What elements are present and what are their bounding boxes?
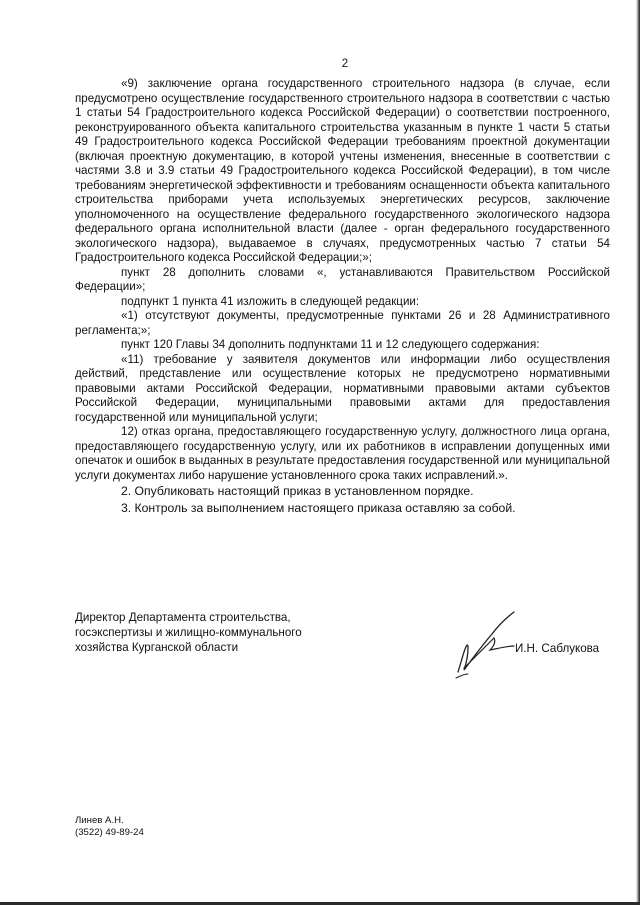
document-body — [75, 77, 610, 517]
executor-name: Линев А.Н. — [75, 815, 124, 826]
page-number: 2 — [341, 58, 349, 70]
position-line: госэкспертизы и жилищно-коммунального — [75, 626, 302, 639]
executor-contact — [75, 815, 144, 839]
signatory-name: И.Н. Саблукова — [515, 642, 600, 655]
paragraph-point-120: пункт 120 Главы 34 дополнить подпунктами 11 и 12 следующего содержания: — [121, 338, 540, 351]
paragraph-item-9: «9) заключение органа государственного строительного надзора (в случае, если предусмотрено осуществление государственного строительного надзора в соответствии с частью 1 статьи 54 Градостроительного кодекса Российской Федерации) о соответствии построенного, реконструированного объекта капитального строительства указанным в пункте 1 части 5 статьи 49 Градостроительного кодекса Российской Федерации требованиям проектной документации (включая проектную документацию, в которой учтены изменения, внесенные в соответствии с частями 3.8 и 3.9 статьи 49 Градостроительного кодекса Российской Федерации), в том числе требованиям энергетической эффективности и требованиям оснащенности объекта капитального строительства приборами учета используемых энергетических ресурсов, заключение уполномоченного на осуществление федерального государственного экологического надзора федерального органа исполнительной власти (далее - орган федерального государственного экологического надзора), выдаваемое в случаях, предусмотренных частью 7 статьи 54 Градостроительного кодекса Российской Федерации;»; — [75, 77, 610, 264]
paragraph-item-11: «11) требование у заявителя документов или информации либо осуществления действий, представление или осуществление которых не предусмотрено нормативными правовыми актами Российской Федерации, нормативными правовыми актами субъектов Российской Федерации, муниципальными правовыми актами для предоставления государственной или муниципальной услуги; — [75, 352, 610, 424]
paragraph-subpoint-41: подпункт 1 пункта 41 изложить в следующей редакции: — [121, 294, 420, 308]
paragraph-item-12: 12) отказ органа, предоставляющего государственную услугу, должностного лица органа, предоставляющего государственную услугу, или их работников в исправлении допущенных ими опечаток и ошибок в выданных в результате предоставления государственной или муниципальной услуги документах либо нарушение установленного срока таких исправлений.». — [75, 425, 610, 482]
paragraph-item-1: «1) отсутствуют документы, предусмотренные пунктами 26 и 28 Административного регламента;»; — [75, 309, 610, 337]
paragraph-control: 3. Контроль за выполнением настоящего приказа оставляю за собой. — [121, 501, 516, 515]
paragraph-publish: 2. Опубликовать настоящий приказ в установленном порядке. — [121, 484, 474, 498]
position-line: хозяйства Курганской области — [75, 641, 239, 654]
signatory-position — [75, 610, 335, 655]
executor-phone: (3522) 49-89-24 — [75, 827, 144, 838]
position-line: Директор Департамента строительства, — [75, 611, 291, 624]
paragraph-point-28: пункт 28 дополнить словами «, устанавливаются Правительством Российской Федерации»; — [75, 265, 610, 293]
scan-edge-right — [636, 0, 640, 905]
